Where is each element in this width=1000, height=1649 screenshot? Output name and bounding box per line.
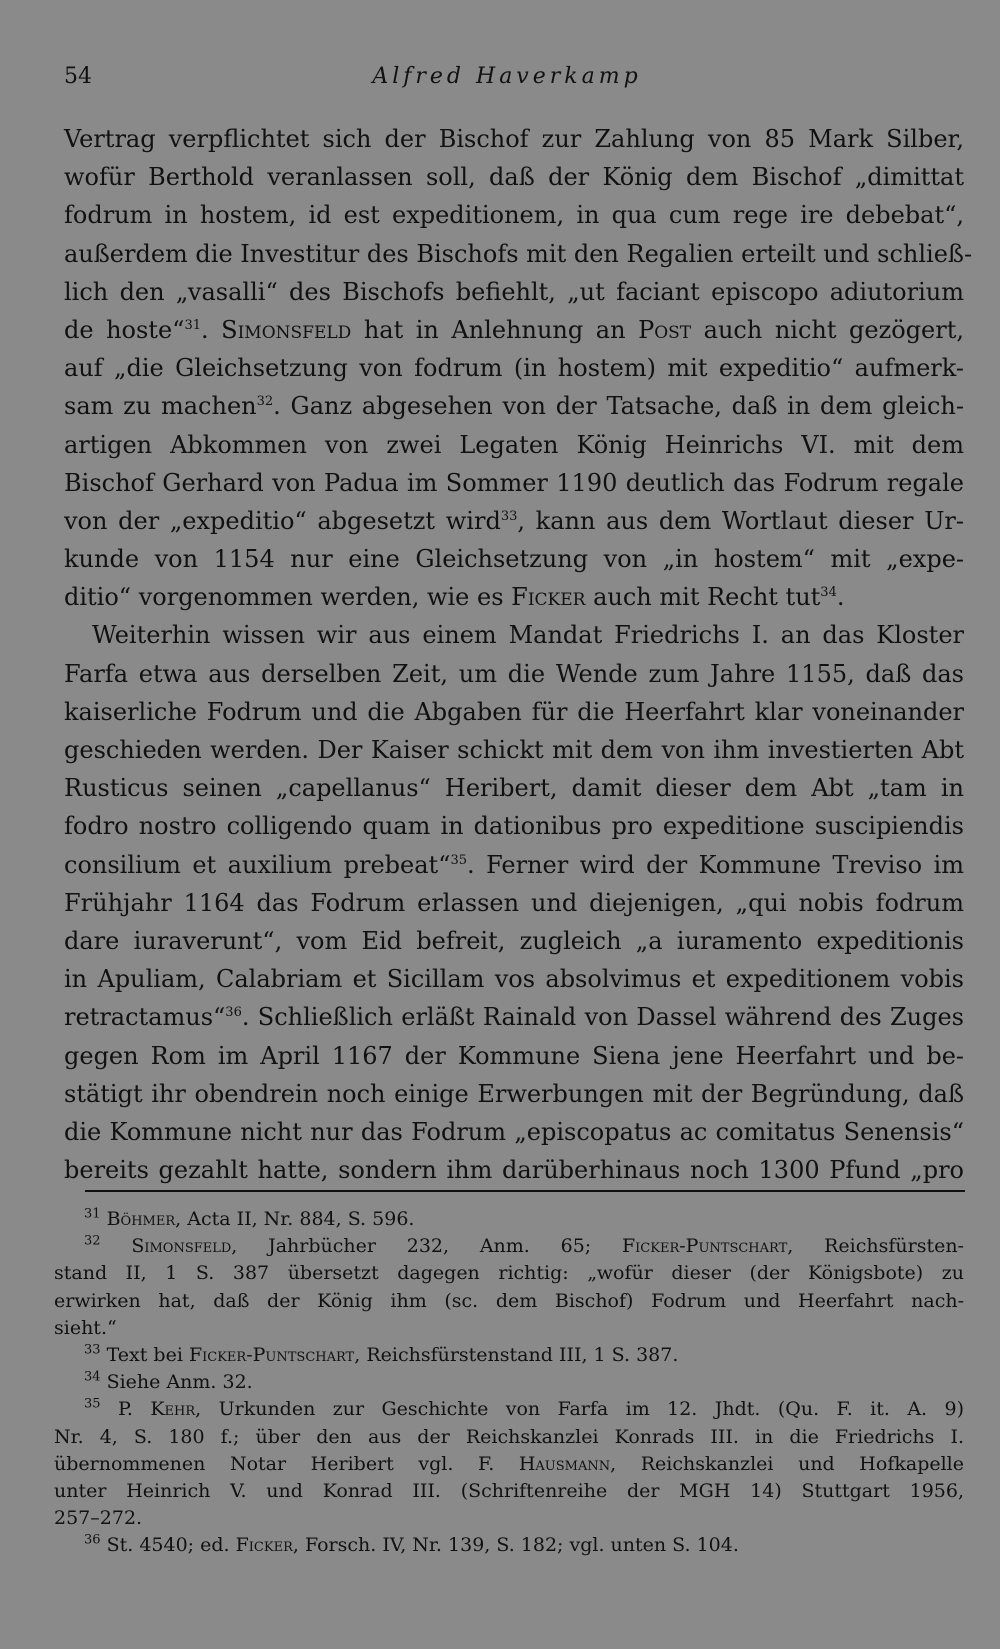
text-run: , Reichsfürstenstand III, 1 S. 387. (354, 1343, 679, 1366)
author-name: Kehr (150, 1398, 196, 1421)
footnote-34 (54, 1369, 964, 1396)
footnote-line: erwirken hat, daß der König ihm (sc. dem Bischof) Fodrum und Heerfahrt nach- (54, 1289, 964, 1312)
text-line: bereits gezahlt hatte, sondern ihm darüberhinaus noch 1300 Pfund „pro (64, 1156, 964, 1185)
footnote-number: 36 (84, 1532, 101, 1548)
author-name: Ficker (511, 583, 586, 612)
text-run: P. (117, 1398, 151, 1421)
footnote-number: 33 (84, 1342, 101, 1358)
text-run: . Ganz abgesehen von der Tatsache, daß in dem gleich- (273, 392, 964, 421)
footnote-line: unter Heinrich V. und Konrad III. (Schriftenreihe der MGH 14) Stuttgart 1956, (54, 1479, 964, 1502)
author-name: Post (638, 315, 692, 344)
text-line: Rusticus seinen „capellanus“ Heribert, damit dieser dem Abt „tam in (64, 774, 964, 803)
author-name: Hausmann (518, 1452, 611, 1475)
text-line: lich den „vasalli“ des Bischofs befiehlt, „ut faciant episcopo adiutorium (64, 277, 964, 306)
footnote-ref: 36 (225, 1005, 242, 1021)
text-run: auch mit Recht tut (585, 583, 821, 612)
text-run: retractamus“ (64, 1003, 226, 1032)
text-run: , Jahrbücher 232, Anm. 65; (231, 1235, 622, 1258)
text-line: außerdem die Investitur des Bischofs mit den Regalien erteilt und schließ- (64, 239, 973, 268)
footnote-ref: 34 (820, 585, 837, 601)
text-run: , Reichsfürsten- (787, 1235, 964, 1258)
text-line: geschieden werden. Der Kaiser schickt mit dem von ihm investierten Abt (64, 736, 964, 764)
footnote-number: 31 (84, 1206, 101, 1222)
footnote-line: stand II, 1 S. 387 übersetzt dagegen richtig: „wofür dieser (der Königsbote) zu (54, 1262, 964, 1285)
footnote-36 (54, 1532, 964, 1559)
text-line (64, 998, 964, 1036)
text-run: consilium et auxilium prebeat“ (64, 850, 451, 879)
text-run: von der „expeditio“ abgesetzt wird (64, 506, 501, 535)
author-name: Simonsfeld (131, 1235, 232, 1258)
page-number: 54 (64, 64, 92, 89)
text-run: , kann aus dem Wortlaut dieser Ur- (517, 506, 964, 535)
text-run: . (836, 583, 845, 612)
footnote-ref: 32 (256, 394, 274, 410)
text-run: . Ferner wird der Kommune Treviso im (467, 850, 964, 879)
footnote-line: Nr. 4, S. 180 f.; über den aus der Reichskanzlei Konrads III. in die Friedrichs I. (54, 1425, 964, 1448)
text-line: kaiserliche Fodrum und die Abgaben für die Heerfahrt klar voneinander (64, 697, 964, 726)
footnote-33 (54, 1342, 964, 1369)
text-run: , Reichskanzlei und Hofkapelle (610, 1452, 964, 1475)
text-run: Siehe Anm. 32. (106, 1371, 253, 1394)
text-run: , Urkunden zur Geschichte von Farfa im 12. Jhdt. (Qu. F. it. A. 9) (195, 1398, 965, 1421)
footnotes (54, 1206, 964, 1559)
author-name: Ficker-Puntschart (621, 1235, 788, 1258)
text-run: . (200, 315, 222, 344)
footnote-ref: 33 (500, 508, 518, 524)
footnote-number: 35 (84, 1396, 101, 1412)
text-run: St. 4540; ed. (106, 1534, 236, 1557)
text-run: de hoste“ (64, 315, 185, 344)
text-line: kunde von 1154 nur eine Gleichsetzung von „in hostem“ mit „expe- (64, 545, 964, 574)
footnote-line (54, 1451, 964, 1478)
author-name: Simonsfeld (221, 315, 352, 344)
page-header (64, 64, 950, 98)
text-line: Vertrag verpflichtet sich der Bischof zur Zahlung von 85 Mark Silber, (64, 125, 964, 153)
text-line: dare iuraverunt“, vom Eid befreit, zugleich „a iuramento expeditionis (64, 926, 964, 955)
text-line (64, 311, 964, 349)
text-line: artigen Abkommen von zwei Legaten König Heinrichs VI. mit dem (64, 430, 964, 459)
author-name: Ficker (235, 1534, 293, 1557)
text-line (64, 578, 964, 616)
text-line (64, 846, 964, 884)
footnote-ref: 35 (450, 852, 467, 868)
text-line: die Kommune nicht nur das Fodrum „episcopatus ac comitatus Senensis“ (64, 1117, 964, 1146)
text-run: , Forsch. IV, Nr. 139, S. 182; vgl. unten S. 104. (292, 1534, 739, 1557)
main-text (64, 120, 973, 1189)
footnote-32 (54, 1233, 964, 1260)
text-run: hat in Anlehnung an (351, 315, 639, 344)
author-name: Böhmer (106, 1208, 176, 1230)
footnote-31 (54, 1206, 964, 1233)
text-line: gegen Rom im April 1167 der Kommune Siena jene Heerfahrt und be- (64, 1041, 964, 1070)
text-line (64, 387, 964, 425)
text-line: in Apuliam, Calabriam et Sicillam vos absolvimus et expeditionem vobis (64, 965, 964, 994)
text-line (64, 502, 964, 540)
footnote-number: 32 (84, 1233, 101, 1249)
text-line: fodrum in hostem, id est expeditionem, in qua cum rege ire debebat“, (64, 201, 964, 230)
footnote-ref: 31 (184, 317, 201, 333)
text-run: Text bei (106, 1343, 189, 1366)
footnote-line: 257–272. (54, 1507, 143, 1530)
text-run: sam zu machen (64, 392, 257, 421)
footnote-35 (54, 1396, 964, 1423)
text-line: auf „die Gleichsetzung von fodrum (in hostem) mit expeditio“ aufmerk- (64, 354, 964, 383)
text-line: Bischof Gerhard von Padua im Sommer 1190 deutlich das Fodrum regale (64, 468, 964, 497)
text-line: Farfa etwa aus derselben Zeit, um die Wende zum Jahre 1155, daß das (64, 659, 964, 688)
text-line: Frühjahr 1164 das Fodrum erlassen und diejenigen, „qui nobis fodrum (64, 888, 964, 917)
footnote-number: 34 (84, 1369, 101, 1385)
text-line: stätigt ihr obendrein noch einige Erwerbungen mit der Begründung, daß (64, 1079, 964, 1108)
text-run: übernommenen Notar Heribert vgl. F. (54, 1452, 519, 1475)
footnote-divider (85, 1190, 965, 1192)
footnote-line: sieht.“ (54, 1316, 117, 1339)
text-run: ditio“ vorgenommen werden, wie es (64, 583, 512, 612)
text-line: fodro nostro colligendo quam in dationibus pro expeditione suscipiendis (64, 812, 964, 841)
text-run: . Schließlich erläßt Rainald von Dassel während des Zuges (241, 1003, 964, 1032)
author-name: Ficker-Puntschart (188, 1343, 355, 1366)
text-line: wofür Berthold veranlassen soll, daß der König dem Bischof „dimittat (64, 163, 964, 192)
text-run: auch nicht gezögert, (691, 315, 965, 344)
text-run: , Acta II, Nr. 884, S. 596. (175, 1208, 415, 1230)
running-head: Alfred Haverkamp (372, 64, 642, 89)
text-line: Weiterhin wissen wir aus einem Mandat Friedrichs I. an das Kloster (92, 621, 964, 650)
